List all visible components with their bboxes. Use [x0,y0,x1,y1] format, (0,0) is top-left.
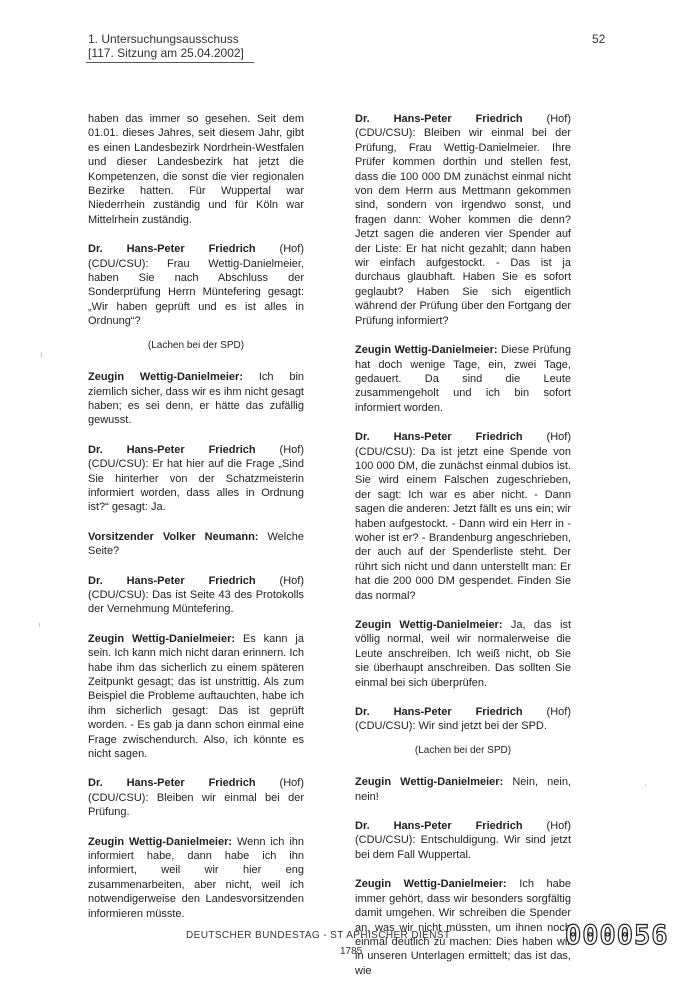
speech-text: Wenn ich ihn informiert habe, dann habe ich ihn informiert, weil wir hier eng zusammenarbeiten, aber nicht, weil ich notwendigerweise den Landesvorsitzenden informieren müsste. [88,835,305,920]
speech-text: Diese Prüfung hat doch wenige Tage, ein, zwei Tage, gedauert. Da sind die Leute zusammengeholt und ich bin sofort informiert worden. [355,344,571,414]
speaker-name: Zeugin Wettig-Danielmeier: [355,344,498,357]
speaker-name: Zeugin Wettig-Danielmeier: [355,776,504,789]
speech-text: (Hof) (CDU/CSU): Das ist Seite 43 des Protokolls der Vernehmung Müntefering. [88,574,304,616]
speech-text: (Hof) (CDU/CSU): Frau Wettig-Danielmeier, haben Sie nach Abschluss der Sonderprüfung Herrn Müntefering gesagt: „Wir haben geprüft und es ist alles in Ordnung“? [88,243,304,328]
speech-text: haben das immer so gesehen. Seit dem 01.01. dieses Jahres, seit diesem Jahr, gibt es einen Landesbezirk Nordrhein-Westfalen und dieser Landesbezirk hat jetzt die Kompetenzen, die sonst die vier regionalen Bezirke hatten. Für Wuppertal war Niederrhein zuständig und für Köln war Mittelrhein zuständig. [88,113,304,226]
speech-text: (Hof) (CDU/CSU): Bleiben wir einmal bei der Prüfung, Frau Wettig-Danielmeier. Ihre Prüfer kommen dorthin und stellen fest, dass die 100 000 DM zunächst einmal nicht von dem Herrn aus Mettmann gekommen sind, sondern von irgendwo sonst, und fragen dann: Woher kommen die denn? Jetzt sagen die anderen vier Spender auf der Liste: Er hat nicht gezahlt; dann haben wir einfach aufgestockt. - Das ist ja durchaus glaubhaft. Haben Sie es sofort geglaubt? Haben Sie sich eigentlich während der Prüfung über den Fortgang der Prüfung informiert? [355,113,571,327]
header-rule [86,62,254,63]
scan-mark: · [644,780,648,791]
transcript-paragraph [355,819,571,862]
speech-text: Ich bin ziemlich sicher, dass wir es ihm nicht gesagt haben; es sei denn, er hätte das zufällig gewusst. [88,371,305,427]
right-text-column [355,112,571,978]
transcript-paragraph [88,574,304,617]
footer-page-number: 1785 [340,946,363,957]
speaker-name: Dr. Hans-Peter Friedrich [88,443,256,456]
speech-text: (Hof) (CDU/CSU): Entschuldigung. Wir sind jetzt bei dem Fall Wuppertal. [355,820,571,861]
speaker-name: Zeugin Wettig-Danielmeier: [88,371,243,384]
transcript-paragraph [88,632,304,762]
speaker-name: Dr. Hans-Peter Friedrich [355,113,523,125]
transcript-paragraph [88,530,304,559]
transcript-paragraph [355,618,571,690]
speaker-name: Dr. Hans-Peter Friedrich [355,820,523,833]
session-info: [117. Sitzung am 25.04.2002] [88,46,244,60]
transcript-paragraph [355,705,571,734]
speech-text: Ja, das ist völlig normal, weil wir normalerweise die Leute anschreiben. Ich weiß nicht, ob Sie sie überhaupt anschreiben. Das sollten Sie einmal bei sich überprüfen. [355,619,572,689]
stage-direction: (Lachen bei der SPD) [414,744,512,756]
speech-text: (Hof) (CDU/CSU): Bleiben wir einmal bei der Prüfung. [88,777,304,819]
transcript-paragraph [355,877,571,978]
transcript-paragraph [355,775,571,804]
speaker-name: Zeugin Wettig-Danielmeier: [355,878,507,891]
speaker-name: Dr. Hans-Peter Friedrich [355,706,523,719]
left-text-column [88,112,304,921]
transcript-paragraph [88,835,304,921]
document-header [88,32,244,60]
speech-text: Nein, nein, nein! [355,776,571,803]
transcript-paragraph [355,430,571,603]
transcript-paragraph [88,242,304,328]
committee-title: 1. Untersuchungsausschuss [88,32,239,46]
transcript-paragraph [88,112,304,227]
speech-text: Welche Seite? [88,530,304,558]
transcript-paragraph [355,112,571,328]
scan-mark: ⁾ [40,352,43,363]
page-number: 52 [592,32,606,46]
speaker-name: Dr. Hans-Peter Friedrich [88,243,256,256]
scan-mark: ⁾ [38,622,41,633]
speaker-name: Dr. Hans-Peter Friedrich [88,574,256,587]
speech-text: (Hof) (CDU/CSU): Er hat hier auf die Frage „Sind Sie hinterher von der Schatzmeisterin informiert worden, dass alles in Ordnung ist?“ gesagt: Ja. [88,443,304,514]
speaker-name: Vorsitzender Volker Neumann: [88,530,259,543]
speech-text: Es kann ja sein. Ich kann mich nicht daran erinnern. Ich habe ihm das sicherlich zu einem späteren Zeitpunkt gesagt; das ist unstrittig. Als zum Beispiel die Probleme auftauchten, habe ich ihm sicherlich gesagt: Das ist geprüft worden. - Es gab ja dann schon einmal eine Frage zwischendurch. Also, ich könnte es nicht sagen. [88,632,304,761]
speaker-name: Zeugin Wettig-Danielmeier: [88,632,236,645]
archive-stamp-number: 000056 [565,920,669,951]
transcript-paragraph [88,443,304,515]
transcript-paragraph [88,776,304,819]
speaker-name: Zeugin Wettig-Danielmeier: [88,835,233,848]
speech-text: (Hof) (CDU/CSU): Da ist jetzt eine Spende von 100 000 DM, die zunächst einmal dubios ist. Sie wird einem Falschen zugeschrieben, der sagt: Ich war es aber nicht. - Dann sagen die anderen: Jetzt fällt es uns ein; wir haben aufgestockt. - Dann wird ein Herr in - woher ist er? - Brandenburg angeschrieben, der auch auf der Spenderliste steht. Der rührt sich nicht und dann unterstellt man: Er hat die 200 000 DM gespendet. Finden Sie das normal? [355,431,571,602]
footer-publisher: DEUTSCHER BUNDESTAG - ST APHISCHER DIENST [186,930,451,941]
speech-text: Ich habe immer gehört, dass wir besonders sorgfältig damit umgehen. Wir schreiben die Spender an, was wir nicht müssten, um ihnen noch einmal deutlich zu machen: Dies haben wir in unseren Unterlagen ermittelt; das ist das, wie [355,878,571,977]
stage-direction: (Lachen bei der SPD) [147,339,245,351]
speaker-name: Zeugin Wettig-Danielmeier: [355,619,503,631]
transcript-paragraph [355,343,571,415]
speech-text: (Hof) (CDU/CSU): Wir sind jetzt bei der SPD. [355,706,571,733]
speaker-name: Dr. Hans-Peter Friedrich [355,431,523,444]
speaker-name: Dr. Hans-Peter Friedrich [88,777,256,790]
transcript-paragraph [88,370,304,428]
